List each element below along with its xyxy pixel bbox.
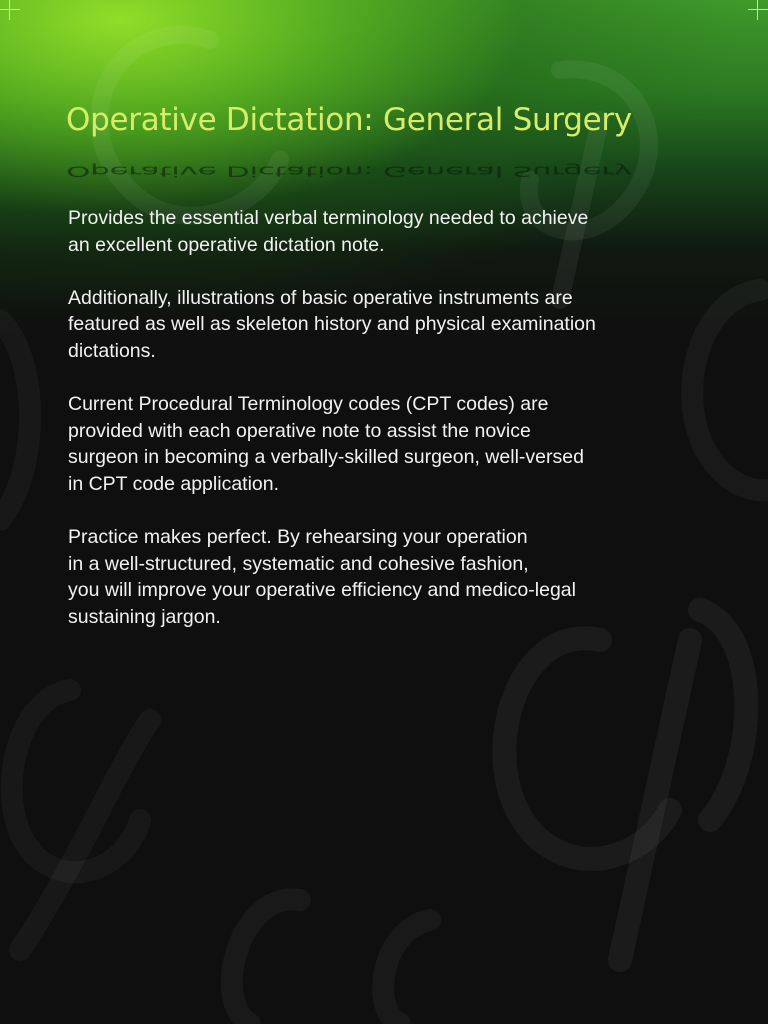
paragraph-practice: Practice makes perfect. By rehearsing your operation in a well-structured, systematic and cohesive fashion, you will improve your operative efficiency and medico-legal sustaining jargon. bbox=[68, 526, 576, 628]
paragraph-illustrations: Additionally, illustrations of basic operative instruments are featured as well as skeleton history and physical examination dictations. bbox=[68, 286, 596, 362]
title-block bbox=[66, 100, 706, 180]
watermark-glyph-bottom bbox=[232, 899, 430, 1024]
crop-mark-top-left bbox=[0, 0, 20, 20]
crop-mark-top-right bbox=[748, 0, 768, 20]
paragraph-intro: Provides the essential verbal terminology needed to achieve an excellent operative dictation note. bbox=[68, 207, 589, 256]
page-title: Operative Dictation: General Surgery bbox=[66, 102, 632, 138]
description-body bbox=[68, 205, 728, 657]
paragraph-cpt-codes: Current Procedural Terminology codes (CPT codes) are provided with each operative note to assist the novice surgeon in becoming a verbally-skilled surgeon, well-versed in CPT code application. bbox=[68, 393, 584, 495]
watermark-glyph-bottom-right bbox=[504, 610, 746, 960]
title-reflection: Operative Dictation: General Surgery bbox=[66, 162, 632, 180]
